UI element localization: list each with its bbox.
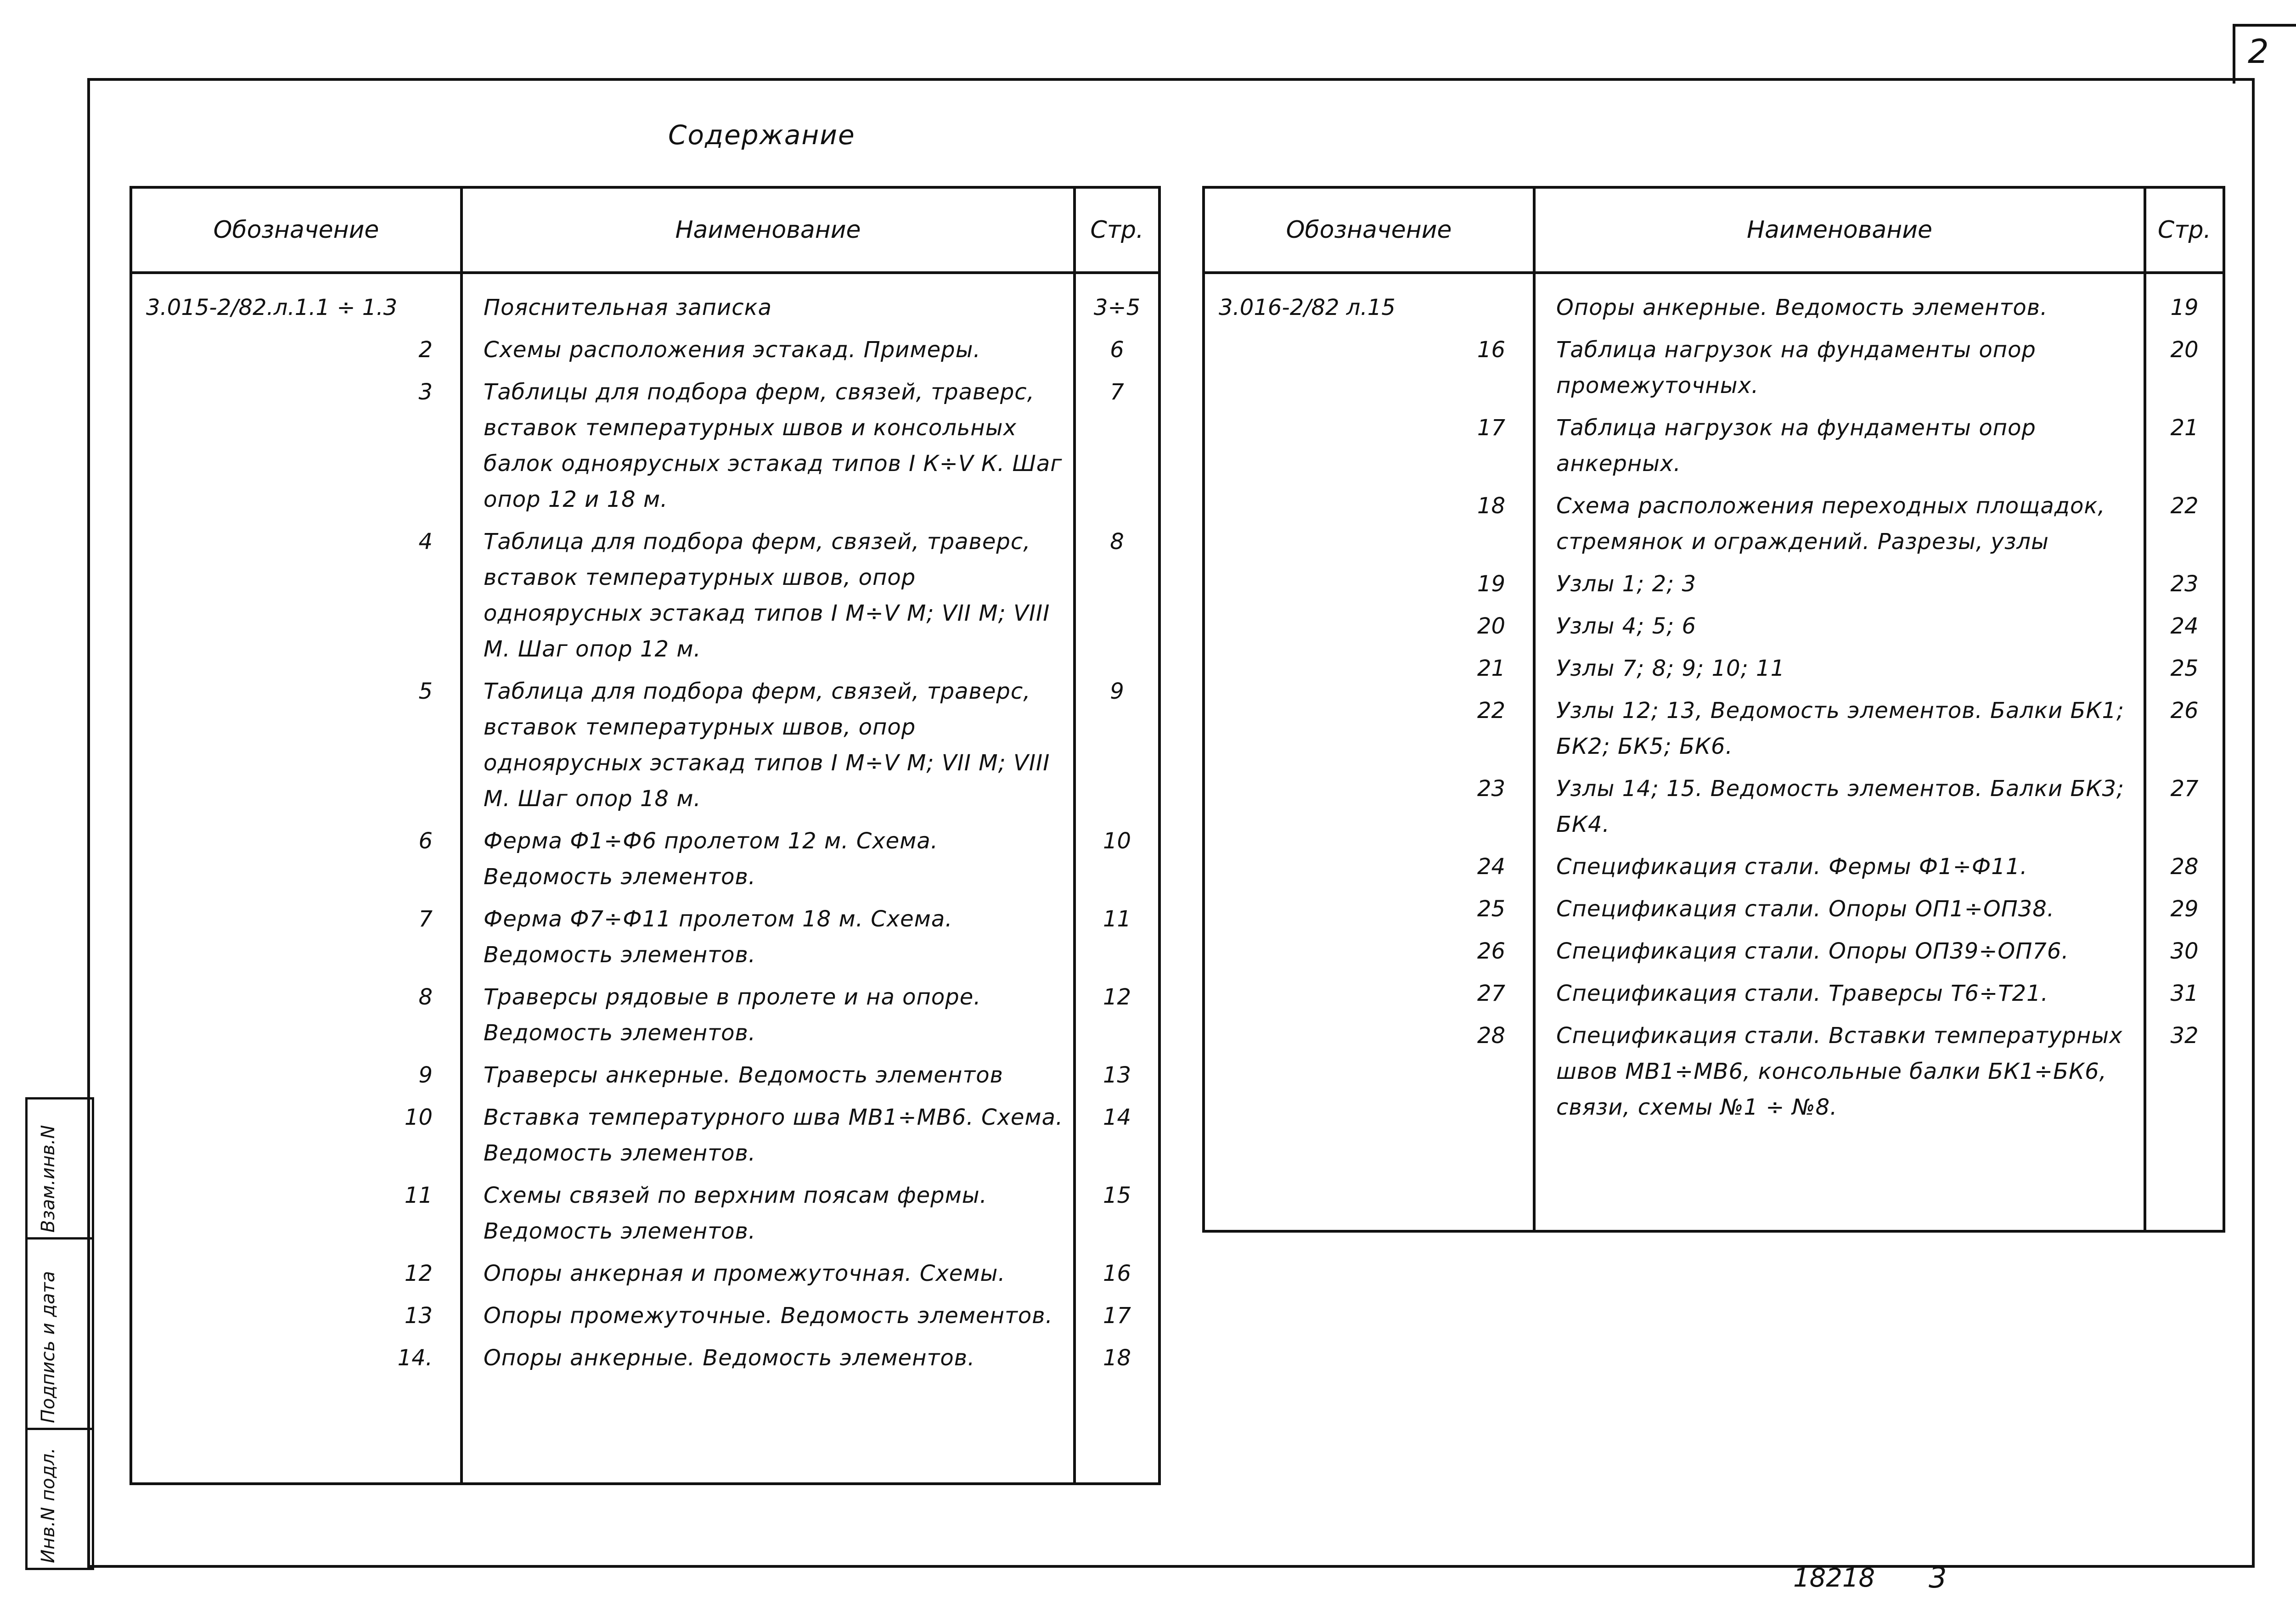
row-name: Таблица нагрузок на фундаменты опор анкерных. <box>1534 410 2145 488</box>
table-row <box>1204 273 2224 332</box>
filler-cell <box>1204 1132 1534 1231</box>
table-row <box>131 374 1159 524</box>
row-name: Траверсы рядовые в пролете и на опоре. Ведомость элементов. <box>461 979 1075 1057</box>
row-page: 13 <box>1103 1062 1131 1088</box>
row-page: 20 <box>2170 337 2199 363</box>
row-name: Опоры промежуточные. Ведомость элементов. <box>461 1298 1075 1340</box>
row-name: Таблица для подбора ферм, связей, траверс, вставок температурных швов, опор одноярусных эстакад типов I М÷V М; VII М; VIII М. Шаг опор 12 м. <box>461 524 1075 673</box>
table-row <box>1204 566 2224 608</box>
table-row <box>131 979 1159 1057</box>
row-page: 24 <box>2170 613 2199 639</box>
row-name: Схемы связей по верхним поясам фермы. Ведомость элементов. <box>461 1178 1075 1256</box>
row-code: 3 <box>131 374 461 524</box>
table-row <box>131 273 1159 332</box>
row-name: Спецификация стали. Опоры ОП39÷ОП76. <box>1534 933 2145 976</box>
row-name: Опоры анкерные. Ведомость элементов. <box>1534 273 2145 332</box>
footer-code: 18218 <box>1793 1563 1875 1593</box>
stamp-cell-inv <box>25 1428 94 1570</box>
stamp-label-podpis: Подпись и дата <box>38 1271 59 1423</box>
row-name: Узлы 7; 8; 9; 10; 11 <box>1534 651 2145 693</box>
filler-row <box>131 1382 1159 1484</box>
approval-stamp <box>25 1097 94 1570</box>
row-name: Спецификация стали. Опоры ОП1÷ОП38. <box>1534 891 2145 933</box>
table-row <box>1204 933 2224 976</box>
header-name: Наименование <box>461 187 1075 273</box>
row-code: 22 <box>1204 693 1534 771</box>
row-code: 20 <box>1204 608 1534 651</box>
table-row <box>1204 849 2224 891</box>
row-code: 8 <box>131 979 461 1057</box>
table-row <box>1204 651 2224 693</box>
row-name: Узлы 12; 13, Ведомость элементов. Балки БК1; БК2; БК5; БК6. <box>1534 693 2145 771</box>
row-code: 16 <box>1204 332 1534 410</box>
row-page: 27 <box>2170 776 2199 802</box>
table-row <box>131 332 1159 374</box>
row-page: 22 <box>2170 493 2199 519</box>
row-code: 10 <box>131 1100 461 1178</box>
sheet-number: 2 <box>2248 32 2269 71</box>
stamp-label-vzam: Взам.инв.N <box>38 1125 59 1233</box>
page-title: Содержание <box>668 119 855 151</box>
filler-cell <box>1075 1382 1159 1484</box>
table-row <box>1204 410 2224 488</box>
row-name: Узлы 4; 5; 6 <box>1534 608 2145 651</box>
row-name: Таблицы для подбора ферм, связей, траверс, вставок температурных швов и консольных балок одноярусных эстакад типов I К÷V К. Шаг опор 12 и 18 м. <box>461 374 1075 524</box>
table-row <box>1204 891 2224 933</box>
row-name: Таблица для подбора ферм, связей, траверс, вставок температурных швов, опор одноярусных эстакад типов I М÷V М; VII М; VIII М. Шаг опор 18 м. <box>461 673 1075 823</box>
row-name: Ферма Ф1÷Ф6 пролетом 12 м. Схема. Ведомость элементов. <box>461 823 1075 901</box>
table-row <box>1204 488 2224 566</box>
row-code: 13 <box>131 1298 461 1340</box>
table-row <box>131 901 1159 979</box>
row-code: 11 <box>131 1178 461 1256</box>
row-name: Опоры анкерные. Ведомость элементов. <box>461 1340 1075 1382</box>
table-row <box>1204 332 2224 410</box>
row-code: 3.015-2/82.л.1.1 ÷ 1.3 <box>131 273 461 332</box>
filler-cell <box>1534 1132 2145 1231</box>
row-page: 6 <box>1110 337 1124 363</box>
table-row <box>131 1057 1159 1100</box>
header-name: Наименование <box>1534 187 2145 273</box>
row-page: 7 <box>1110 379 1124 405</box>
table-row <box>131 524 1159 673</box>
row-page: 19 <box>2170 295 2199 320</box>
row-code: 12 <box>131 1256 461 1298</box>
row-page: 26 <box>2170 698 2199 724</box>
table-row <box>1204 693 2224 771</box>
row-code: 24 <box>1204 849 1534 891</box>
row-name: Спецификация стали. Фермы Ф1÷Ф11. <box>1534 849 2145 891</box>
row-code: 26 <box>1204 933 1534 976</box>
row-page: 25 <box>2170 656 2199 681</box>
row-code: 7 <box>131 901 461 979</box>
filler-cell <box>131 1382 461 1484</box>
row-page: 31 <box>2170 981 2199 1006</box>
row-page: 23 <box>2170 571 2199 597</box>
row-page: 9 <box>1110 679 1124 704</box>
row-code: 18 <box>1204 488 1534 566</box>
row-code: 21 <box>1204 651 1534 693</box>
row-code: 28 <box>1204 1018 1534 1132</box>
row-page: 14 <box>1103 1105 1131 1130</box>
row-code: 23 <box>1204 771 1534 849</box>
filler-cell <box>461 1382 1075 1484</box>
row-code: 6 <box>131 823 461 901</box>
row-page: 15 <box>1103 1183 1131 1208</box>
table-row <box>131 1178 1159 1256</box>
header-code: Обозначение <box>131 187 461 273</box>
row-page: 16 <box>1103 1261 1131 1286</box>
stamp-label-inv: Инв.N подл. <box>38 1447 59 1563</box>
filler-row <box>1204 1132 2224 1231</box>
stamp-cell-vzam <box>25 1097 94 1240</box>
row-page: 30 <box>2170 938 2199 964</box>
contents-body-right <box>1204 273 2224 1231</box>
row-name: Спецификация стали. Вставки температурных швов МВ1÷МВ6, консольные балки БК1÷БК6, связи, схемы №1 ÷ №8. <box>1534 1018 2145 1132</box>
row-name: Вставка температурного шва МВ1÷МВ6. Схема. Ведомость элементов. <box>461 1100 1075 1178</box>
row-code: 17 <box>1204 410 1534 488</box>
table-row <box>1204 608 2224 651</box>
row-name: Схема расположения переходных площадок, стремянок и ограждений. Разрезы, узлы <box>1534 488 2145 566</box>
row-page: 3÷5 <box>1093 295 1141 320</box>
header-code: Обозначение <box>1204 187 1534 273</box>
row-code: 2 <box>131 332 461 374</box>
contents-body-left <box>131 273 1159 1484</box>
table-row <box>131 1298 1159 1340</box>
row-page: 29 <box>2170 896 2199 922</box>
row-name: Узлы 1; 2; 3 <box>1534 566 2145 608</box>
row-name: Схемы расположения эстакад. Примеры. <box>461 332 1075 374</box>
stamp-cell-podpis <box>25 1237 94 1430</box>
row-page: 11 <box>1103 906 1131 932</box>
row-page: 10 <box>1103 828 1131 854</box>
table-row <box>131 823 1159 901</box>
contents-table-right <box>1202 186 2225 1233</box>
row-page: 18 <box>1103 1345 1131 1371</box>
row-page: 32 <box>2170 1023 2199 1049</box>
row-name: Траверсы анкерные. Ведомость элементов <box>461 1057 1075 1100</box>
row-page: 12 <box>1103 984 1131 1010</box>
row-code: 25 <box>1204 891 1534 933</box>
row-code: 19 <box>1204 566 1534 608</box>
table-row <box>131 1256 1159 1298</box>
filler-cell <box>2145 1132 2224 1231</box>
row-code: 27 <box>1204 976 1534 1018</box>
row-name: Узлы 14; 15. Ведомость элементов. Балки БК3; БК4. <box>1534 771 2145 849</box>
row-code: 5 <box>131 673 461 823</box>
row-name: Опоры анкерная и промежуточная. Схемы. <box>461 1256 1075 1298</box>
row-code: 3.016-2/82 л.15 <box>1204 273 1534 332</box>
row-code: 4 <box>131 524 461 673</box>
table-row <box>1204 771 2224 849</box>
row-page: 8 <box>1110 529 1124 555</box>
table-row <box>131 673 1159 823</box>
table-row <box>1204 1018 2224 1132</box>
table-row <box>1204 976 2224 1018</box>
row-page: 21 <box>2170 415 2199 441</box>
header-page: Стр. <box>1075 187 1159 273</box>
row-name: Пояснительная записка <box>461 273 1075 332</box>
row-name: Спецификация стали. Траверсы Т6÷Т21. <box>1534 976 2145 1018</box>
table-row <box>131 1340 1159 1382</box>
row-code: 14. <box>131 1340 461 1382</box>
header-page: Стр. <box>2145 187 2224 273</box>
row-page: 17 <box>1103 1303 1131 1329</box>
row-code: 9 <box>131 1057 461 1100</box>
table-row <box>131 1100 1159 1178</box>
contents-table-left <box>129 186 1161 1485</box>
row-name: Таблица нагрузок на фундаменты опор промежуточных. <box>1534 332 2145 410</box>
row-page: 28 <box>2170 854 2199 880</box>
footer-page: 3 <box>1929 1561 1947 1594</box>
row-name: Ферма Ф7÷Ф11 пролетом 18 м. Схема. Ведомость элементов. <box>461 901 1075 979</box>
